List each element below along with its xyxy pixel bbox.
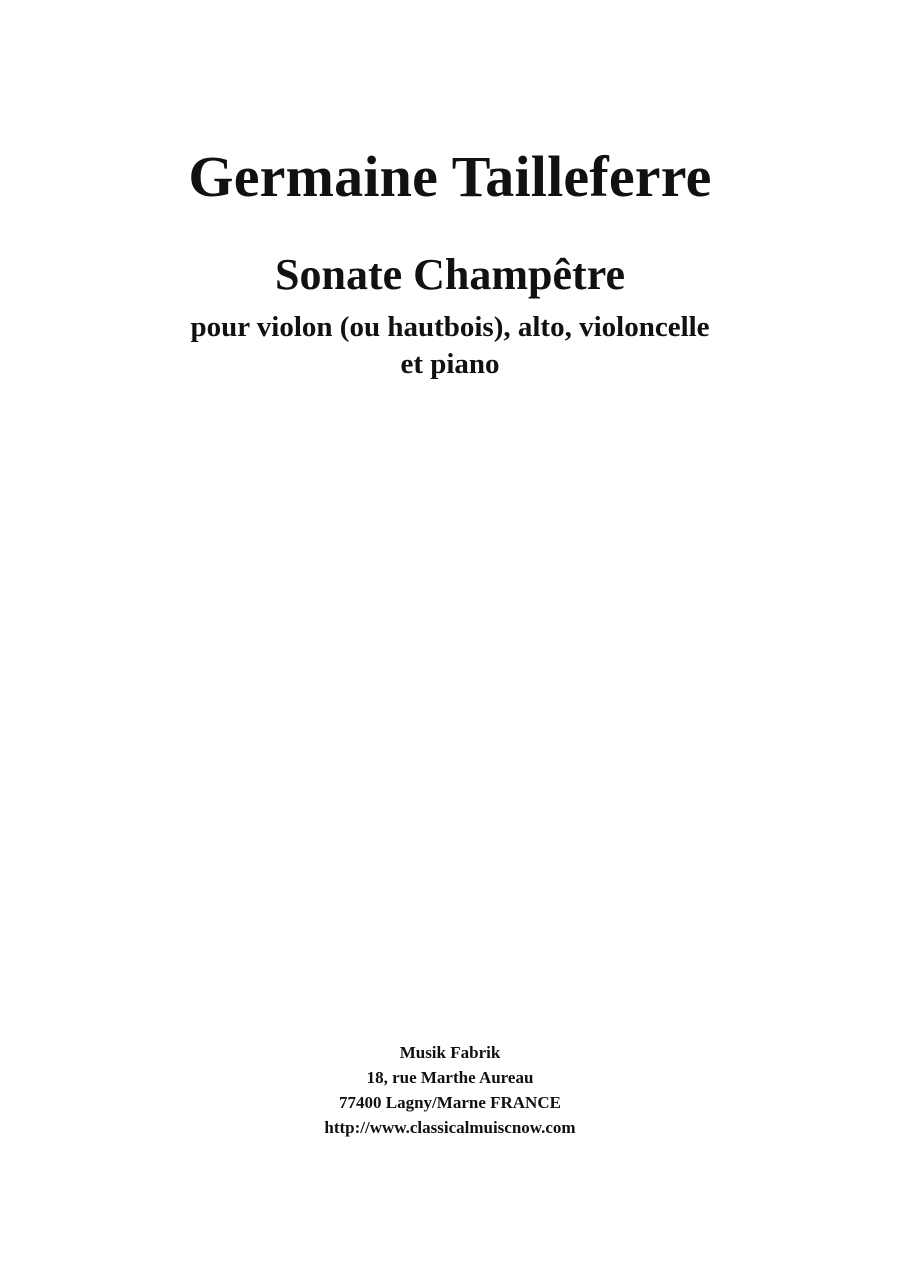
instrumentation-line-1: pour violon (ou hautbois), alto, violoncelle — [190, 311, 710, 343]
work-title: Sonate Champêtre — [275, 250, 625, 299]
instrumentation — [0, 309, 900, 383]
instrumentation-line-2: et piano — [400, 348, 500, 380]
publisher-street: 18, rue Marthe Aureau — [366, 1068, 534, 1087]
publisher-city: 77400 Lagny/Marne FRANCE — [339, 1093, 561, 1112]
composer-name: Germaine Tailleferre — [188, 144, 712, 209]
publisher-block — [0, 1040, 900, 1140]
publisher-name: Musik Fabrik — [399, 1043, 501, 1062]
publisher-website: http://www.classicalmuiscnow.com — [324, 1118, 576, 1137]
